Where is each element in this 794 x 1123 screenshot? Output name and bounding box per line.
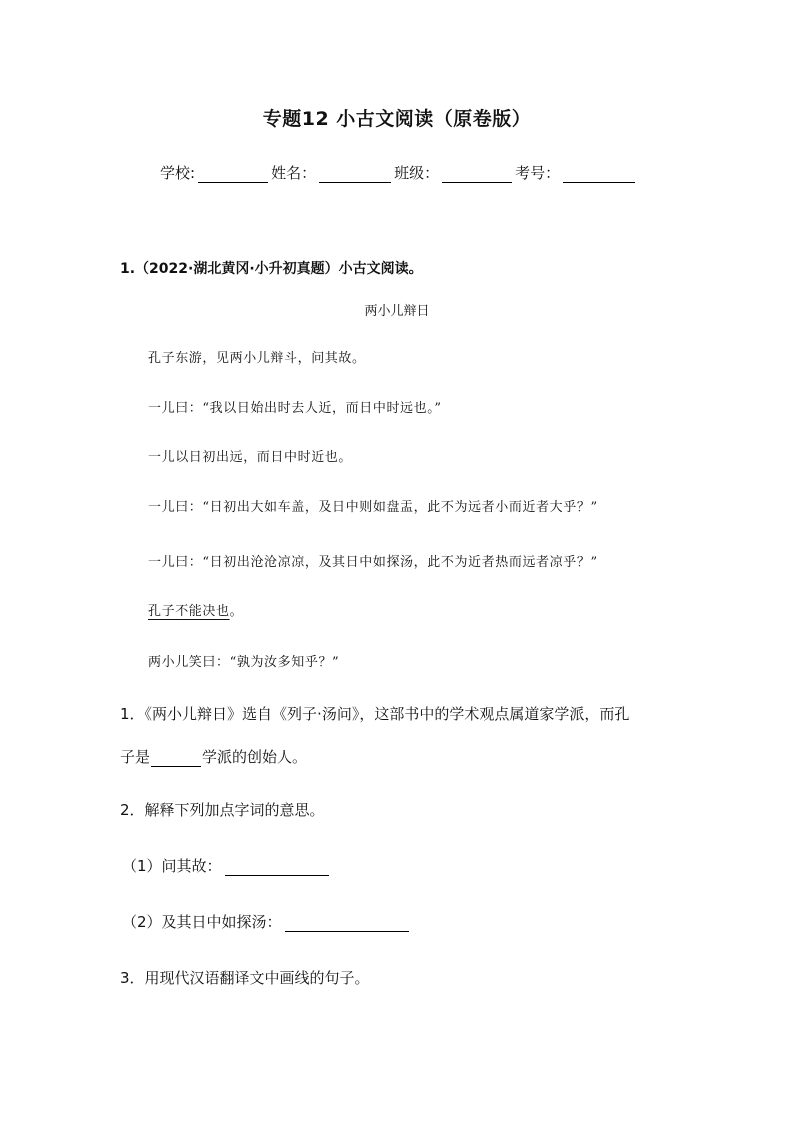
answer-blank[interactable] (151, 750, 201, 767)
passage-line: 两小儿笑曰：“孰为汝多知乎？” (148, 655, 340, 670)
school-label: 学校: (160, 164, 196, 182)
subquestion-3: 3．用现代汉语翻译文中画线的句子。 (120, 969, 370, 987)
passage-line-underlined (148, 600, 243, 619)
page-title: 专题12 小古文阅读（原卷版） (262, 108, 532, 130)
subquestion-2-item-2 (122, 911, 412, 932)
passage-line: 一儿以日初出远，而日中时近也。 (148, 450, 353, 465)
passage-line: 一儿曰：“日初出沧沧凉凉，及其日中如探汤，此不为近者热而远者凉乎？” (148, 555, 598, 570)
question-1-header: 1.（2022·湖北黄冈·小升初真题）小古文阅读。 (120, 261, 423, 277)
item-label: （2）及其日中如探汤： (122, 913, 282, 931)
passage-line: 一儿曰：“日初出大如车盖，及日中则如盘盂，此不为远者小而近者大乎？” (148, 500, 598, 515)
underlined-sentence: 孔子不能决也 (148, 604, 230, 619)
subquestion-1-suffix: 学派的创始人。 (202, 748, 308, 766)
school-blank[interactable] (198, 166, 268, 183)
passage-line: 孔子东游，见两小儿辩斗，问其故。 (148, 351, 366, 366)
passage-title: 两小儿辩日 (364, 304, 430, 319)
subquestion-1-line-2 (120, 746, 307, 767)
name-label: 姓名： (271, 164, 317, 182)
item-label: （1）问其故： (122, 857, 222, 875)
passage-line: 一儿曰：“我以日始出时去人近，而日中时远也。” (148, 401, 442, 416)
class-blank[interactable] (442, 166, 512, 183)
name-blank[interactable] (319, 166, 391, 183)
underlined-sentence-tail: 。 (229, 604, 244, 619)
answer-blank[interactable] (225, 859, 329, 876)
subquestion-2-item-1 (122, 855, 332, 876)
subquestion-1-line-1: 1．《两小儿辩日》选自《列子·汤问》，这部书中的学术观点属道家学派，而孔 (120, 705, 630, 723)
subquestion-1-prefix: 子是 (120, 748, 151, 766)
class-label: 班级： (394, 164, 440, 182)
subquestion-2: 2．解释下列加点字词的意思。 (120, 801, 325, 819)
number-label: 考号： (515, 164, 561, 182)
number-blank[interactable] (563, 166, 635, 183)
answer-blank[interactable] (285, 915, 409, 932)
student-info-line (160, 162, 638, 183)
